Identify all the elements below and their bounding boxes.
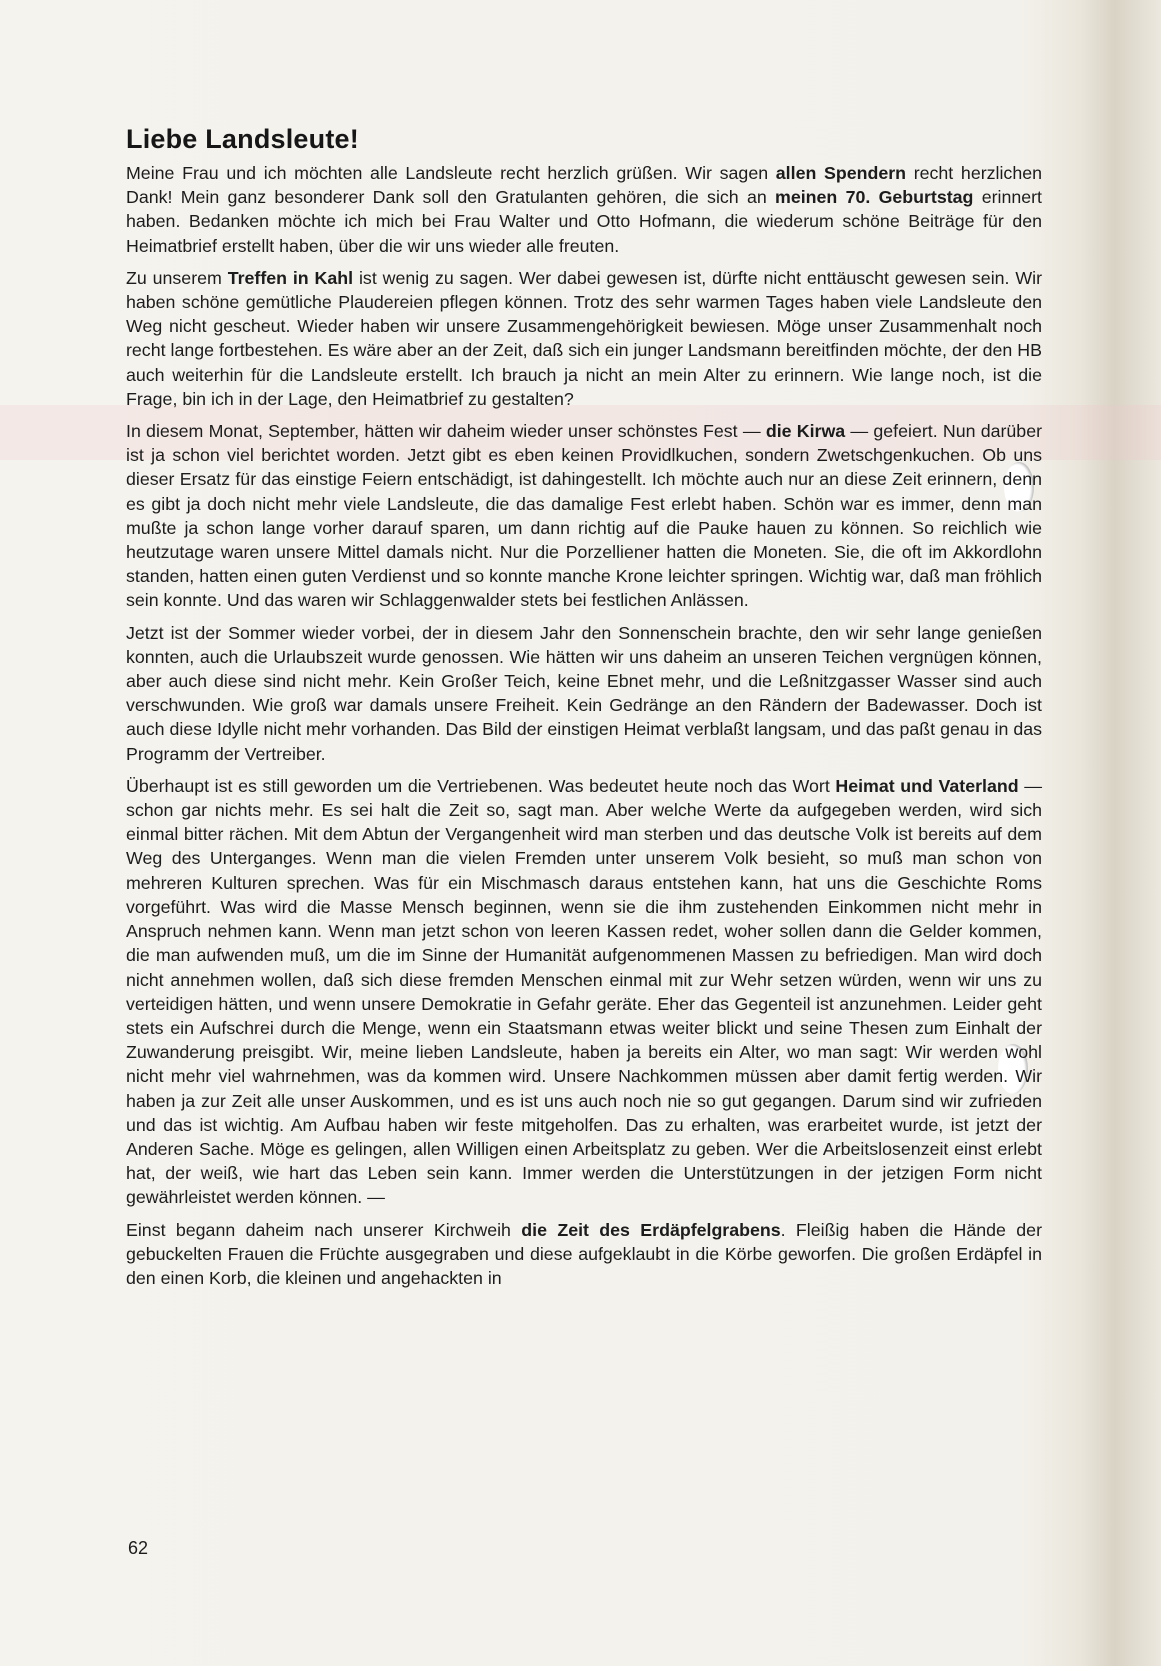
bold-text: die Kirwa [765, 421, 846, 442]
text-run: In diesem Monat, September, hätten wir daheim wieder unser schönstes Fest — [126, 421, 766, 442]
bold-text: Heimat und Vaterland [835, 775, 1019, 796]
article-body [126, 161, 1042, 1290]
bold-text: Treffen in Kahl [227, 267, 354, 288]
text-run: — schon gar nichts mehr. Es sei halt die Zeit so, sagt man. Aber welche Werte da aufgegeben werden, wird sich einmal bitter rächen. Mit dem Abtun der Vergangenheit wird man sterben und das deutsche Volk ist bereits auf dem Weg des Unterganges. Wenn man die vielen Fremden unter unserem Volk besieht, so muß man schon von mehreren Kulturen sprechen. Was für ein Mischmasch daraus entstehen kann, hat uns die Geschichte Roms vorgeführt. Was wird die Masse Mensch beginnen, wenn sie die ihm zustehenden Einkommen nicht mehr in Anspruch nehmen kann. Wenn man jetzt schon von leeren Kassen redet, woher sollen dann die Gelder kommen, die man aufwenden muß, um die im Sinne der Humanität aufgenommenen Massen zu befriedigen. Man wird doch nicht annehmen wollen, daß sich diese fremden Menschen einmal mit zur Wehr setzen würden, wenn wir uns zu verteidigen hätten, und wenn unsere Demokratie in Gefahr geräte. Eher das Gegenteil ist anzunehmen. Leider geht stets ein Aufschrei durch die Menge, wenn ein Staatsmann etwas weiter blickt und seine Thesen zum Einhalt der Zuwanderung preisgibt. Wir, meine lieben Landsleute, haben ja bereits ein Alter, wo man sagt: Wir werden wohl nicht mehr viel wahrnehmen, was da kommen wird. Unsere Nachkommen müssen aber damit fertig werden. Wir haben ja zur Zeit alle unser Auskommen, und es ist uns auch noch nie so gut gegangen. Darum sind wir zufrieden und das ist wichtig. Am Aufbau haben wir feste mitgeholfen. Das zu erhalten, was erarbeitet wurde, ist jetzt der Anderen Sache. Möge es gelingen, allen Willigen einen Arbeitsplatz zu geben. Wer die Arbeitslosenzeit einst erlebt hat, der weiß, wie hart das Leben sein kann. Immer werden die Unterstützungen in der jetzigen Form nicht gewährleistet werden können. — [126, 775, 1042, 1208]
paragraph [126, 161, 1042, 258]
paragraph [126, 621, 1042, 766]
page-number: 62 [128, 1538, 149, 1558]
paragraph [126, 1218, 1042, 1291]
text-run: Einst begann daheim nach unserer Kirchweih [126, 1219, 522, 1240]
text-run: Überhaupt ist es still geworden um die Vertriebenen. Was bedeutet heute noch das Wort [126, 775, 836, 796]
text-run: Meine Frau und ich möchten alle Landsleute recht herzlich grüßen. Wir sagen [126, 163, 776, 183]
paragraph [126, 419, 1042, 613]
text-run: Zu unserem [126, 267, 228, 288]
article-heading: Liebe Landsleute! [126, 124, 359, 154]
text-run: Jetzt ist der Sommer wieder vorbei, der in diesem Jahr den Sonnenschein brachte, den wir sehr lange genießen konnten, auch die Urlaubszeit wurde genossen. Wie hätten wir uns daheim an unseren Teichen vergnügen können, aber auch diese sind nicht mehr. Kein Großer Teich, keine Ebnet mehr, und die Leßnitzgasser Wasser sind auch verschwunden. Wie groß war damals unsere Freiheit. Kein Gedränge an den Rändern der Badewasser. Doch ist auch diese Idylle nicht mehr vorhanden. Das Bild der einstigen Heimat verblaßt langsam, und das paßt genau in das Programm der Vertreiber. [126, 622, 1042, 764]
paragraph [126, 774, 1042, 1210]
bold-text: allen Spendern [775, 163, 907, 183]
paragraph [126, 266, 1042, 411]
bold-text: die Zeit des Erdäpfelgrabens [521, 1219, 781, 1240]
article [126, 124, 1042, 1298]
text-run: erinnert haben. Bedanken möchte ich mich bei Frau Walter und Otto Hofmann, die wiederum schöne Beiträge für den Heimatbrief erstellt haben, über die wir uns wieder alle freuten. [126, 187, 1042, 256]
bold-text: meinen 70. Geburtstag [775, 187, 974, 208]
text-run: ist wenig zu sagen. Wer dabei gewesen ist, dürfte nicht enttäuscht gewesen sein. Wir haben schöne gemütliche Plaudereien pflegen können. Trotz des sehr warmen Tages haben viele Landsleute den Weg nicht gescheut. Wieder haben wir unsere Zusammengehörigkeit bewiesen. Möge unser Zusammenhalt noch recht lange fortbestehen. Es wäre aber an der Zeit, daß sich ein junger Landsmann bereitfinden möchte, der den HB auch weiterhin für die Landsleute erstellt. Ich brauch ja nicht an mein Alter zu erinnern. Wie lange noch, ist die Frage, bin ich in der Lage, den Heimatbrief zu gestalten? [126, 267, 1043, 409]
text-run: — gefeiert. Nun darüber ist ja schon viel berichtet worden. Jetzt gibt es eben keinen Providlkuchen, sondern Zwetschgenkuchen. Ob uns dieser Ersatz für das einstige Feiern entschädigt, ist dahingestellt. Ich möchte auch nur an diese Zeit erinnern, denn es gibt ja doch nicht mehr viele Landsleute, die das damalige Fest erlebt haben. Schön war es immer, denn man mußte ja schon lange vorher darauf sparen, um dann richtig auf die Pauke hauen zu können. So reichlich wie heutzutage waren unsere Mittel damals nicht. Nur die Porzelliener hatten die Moneten. Sie, die oft im Akkordlohn standen, hatten einen guten Verdienst und so konnte manche Krone leichter springen. Wichtig war, daß man fröhlich sein konnte. Und das waren wir Schlaggenwalder stets bei festlichen Anlässen. [126, 421, 1043, 611]
text-run: . Fleißig haben die Hände der gebuckelten Frauen die Früchte ausgegraben und diese aufgeklaubt in die Körbe geworfen. Die großen Erdäpfel in den einen Korb, die kleinen und angehackten in [126, 1219, 1042, 1288]
text-run: recht herzlichen Dank! Mein ganz besonderer Dank soll den Gratulanten gehören, die sich an [126, 163, 1042, 208]
